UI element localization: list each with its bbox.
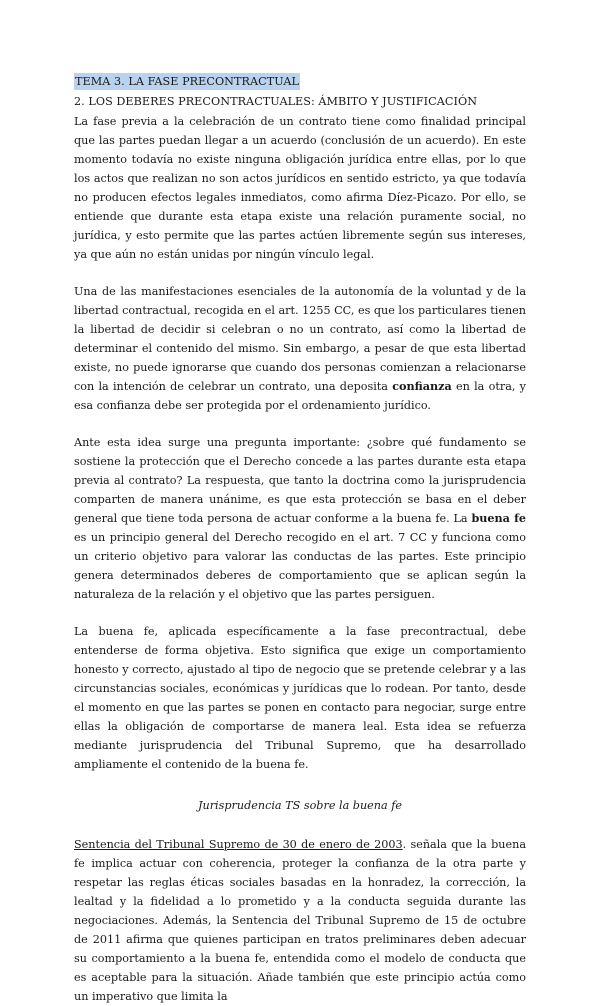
paragraph-3 [74,433,526,604]
topic-title [74,72,526,91]
paragraph-5 [74,835,526,1006]
sentence-reference-underlined: Sentencia del Tribunal Supremo de 30 de enero de 2003 [74,838,403,851]
bold-term-buena-fe: buena fe [471,511,527,525]
topic-title-highlight: TEMA 3. LA FASE PRECONTRACTUAL [75,75,299,88]
section-title: 2. LOS DEBERES PRECONTRACTUALES: ÁMBITO Y JUSTIFICACIÓN [74,95,478,108]
paragraph-2-text-b: en la otra, y esa confianza debe ser protegida por el ordenamiento jurídico. [74,380,526,412]
paragraph-2-text-a: Una de las manifestaciones esenciales de la autonomía de la voluntad y de la libertad contractual, recogida en el art. 1255 CC, es que los particulares tienen la libertad de decidir si celebran o no un contrato, así como la libertad de determinar el contenido del mismo. Sin embargo, a pesar de que esta libertad existe, no puede ignorarse que cuando dos personas comienzan a relacionarse con la intención de celebrar un contrato, una deposita [74,285,526,393]
paragraph-3-text-a: Ante esta idea surge una pregunta importante: ¿sobre qué fundamento se sostiene la protección que el Derecho concede a las partes durante esta etapa previa al contrato? La respuesta, que tanto la doctrina como la jurisprudencia comparten de manera unánime, es que esta protección se basa en el deber general que tiene toda persona de actuar conforme a la buena fe. La [74,436,526,525]
paragraph-3-text-b: es un principio general del Derecho recogido en el art. 7 CC y funciona como un criterio objetivo para valorar las conductas de las partes. Este principio genera determinados deberes de comportamiento que se aplican según la naturaleza de la relación y el objetivo que las partes persiguen. [74,531,526,601]
paragraph-1: La fase previa a la celebración de un contrato tiene como finalidad principal que las partes puedan llegar a un acuerdo (conclusión de un acuerdo). En este momento todavía no existe ninguna obligación jurídica entre ellas, por lo que los actos que realizan no son actos jurídicos en sentido estricto, ya que todavía no producen efectos legales inmediatos, como afirma Díez-Picazo. Por ello, se entiende que durante esta etapa existe una relación puramente social, no jurídica, y esto permite que las partes actúen libremente según sus intereses, ya que aún no están unidas por ningún vínculo legal. [74,115,526,261]
paragraph-4: La buena fe, aplicada específicamente a la fase precontractual, debe entenderse de forma objetiva. Esto significa que exige un comportamiento honesto y correcto, ajustado al tipo de negocio que se pretende celebrar y a las circunstancias sociales, económicas y jurídicas que lo rodean. Por tanto, desde el momento en que las partes se ponen en contacto para negociar, surge entre ellas la obligación de comportarse de manera leal. Esta idea se refuerza mediante jurisprudencia del Tribunal Supremo, que ha desarrollado ampliamente el contenido de la buena fe. [74,625,526,771]
bold-term-confianza: confianza [392,379,452,393]
jurisprudence-caption: Jurisprudencia TS sobre la buena fe [198,799,402,812]
paragraph-2 [74,282,526,415]
paragraph-5-text: . señala que la buena fe implica actuar con coherencia, proteger la confianza de la otra parte y respetar las reglas éticas sociales basadas en la honradez, la corrección, la lealtad y la fidelidad a lo prometido y a la conducta seguida durante las negociaciones. Además, la Sentencia del Tribunal Supremo de 15 de octubre de 2011 afirma que quienes participan en tratos preliminares deben adecuar su comportamiento a la buena fe, entendida como el modelo de conducta que es aceptable para la situación. Añade también que este principio actúa como un imperativo que limita la [74,838,526,1003]
